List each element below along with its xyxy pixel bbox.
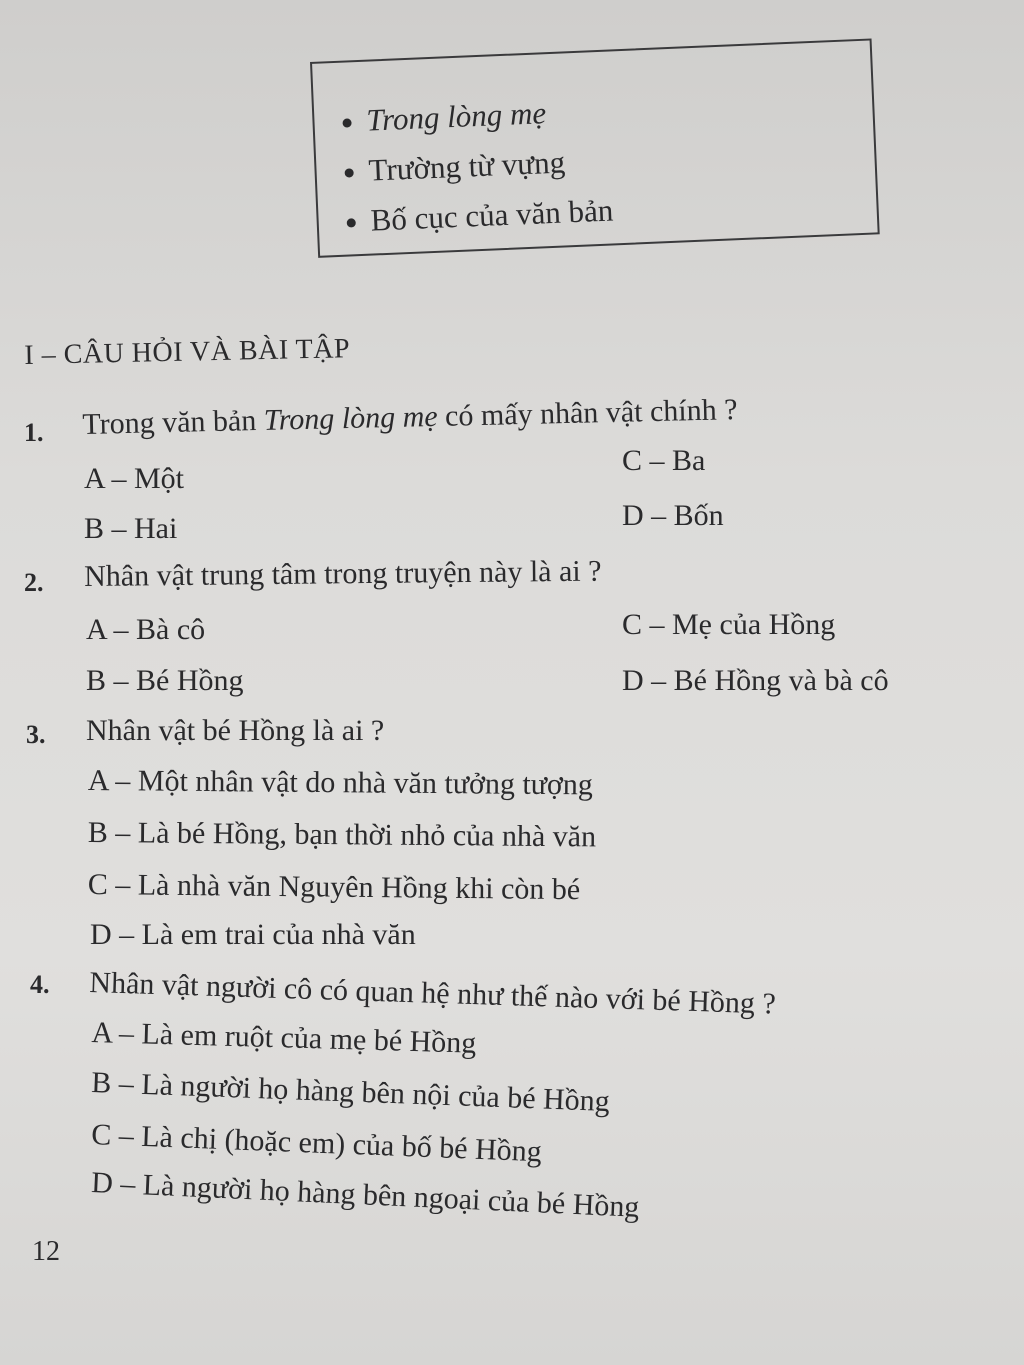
question-text: Nhân vật trung tâm trong truyện này là ai ? [84, 554, 602, 593]
topic-item: Bố cục của văn bản [346, 174, 878, 246]
answer-option: B – Là bé Hồng, bạn thời nhỏ của nhà văn [87, 816, 597, 854]
answer-option: C – Mẹ của Hồng [622, 608, 836, 641]
answer-option: C – Ba [622, 444, 706, 477]
page-number: 12 [32, 1236, 60, 1267]
answer-option: D – Bốn [622, 499, 724, 532]
answer-option: C – Là chị (hoặc em) của bố bé Hồng [90, 1118, 543, 1169]
answer-option: B – Là người họ hàng bên nội của bé Hồng [90, 1066, 611, 1118]
answer-option: B – Hai [84, 512, 178, 545]
answer-option: D – Bé Hồng và bà cô [622, 664, 889, 697]
question-number: 2. [24, 568, 44, 597]
section-heading: I – CÂU HỎI VÀ BÀI TẬP [24, 333, 351, 371]
answer-option: A – Bà cô [86, 613, 206, 646]
question-text-part: có mấy nhân vật chính ? [437, 393, 738, 433]
answer-option: C – Là nhà văn Nguyên Hồng khi còn bé [87, 868, 581, 907]
question-number: 4. [30, 970, 50, 999]
question-text-part: Trong văn bản [82, 403, 265, 441]
lesson-topics-box [310, 38, 880, 257]
answer-option: D – Là người họ hàng bên ngoại của bé Hồng [90, 1166, 641, 1224]
lesson-topics-list [312, 41, 877, 248]
question-number: 1. [24, 418, 44, 447]
answer-option: A – Là em ruột của mẹ bé Hồng [91, 1016, 477, 1060]
answer-option: A – Một nhân vật do nhà văn tưởng tượng [87, 764, 594, 802]
question-text-italic: Trong lòng mẹ [263, 399, 438, 437]
question-number: 3. [26, 720, 46, 749]
topic-item: Trường từ vựng [344, 124, 876, 196]
answer-option: B – Bé Hồng [86, 664, 244, 697]
question-text [82, 393, 738, 442]
question-text: Nhân vật bé Hồng là ai ? [86, 714, 385, 747]
answer-option: A – Một [84, 462, 185, 495]
question-text: Nhân vật người cô có quan hệ như thế nào với bé Hồng ? [88, 966, 777, 1021]
topic-item: Trong lòng mẹ [341, 75, 873, 147]
answer-option: D – Là em trai của nhà văn [90, 918, 416, 951]
